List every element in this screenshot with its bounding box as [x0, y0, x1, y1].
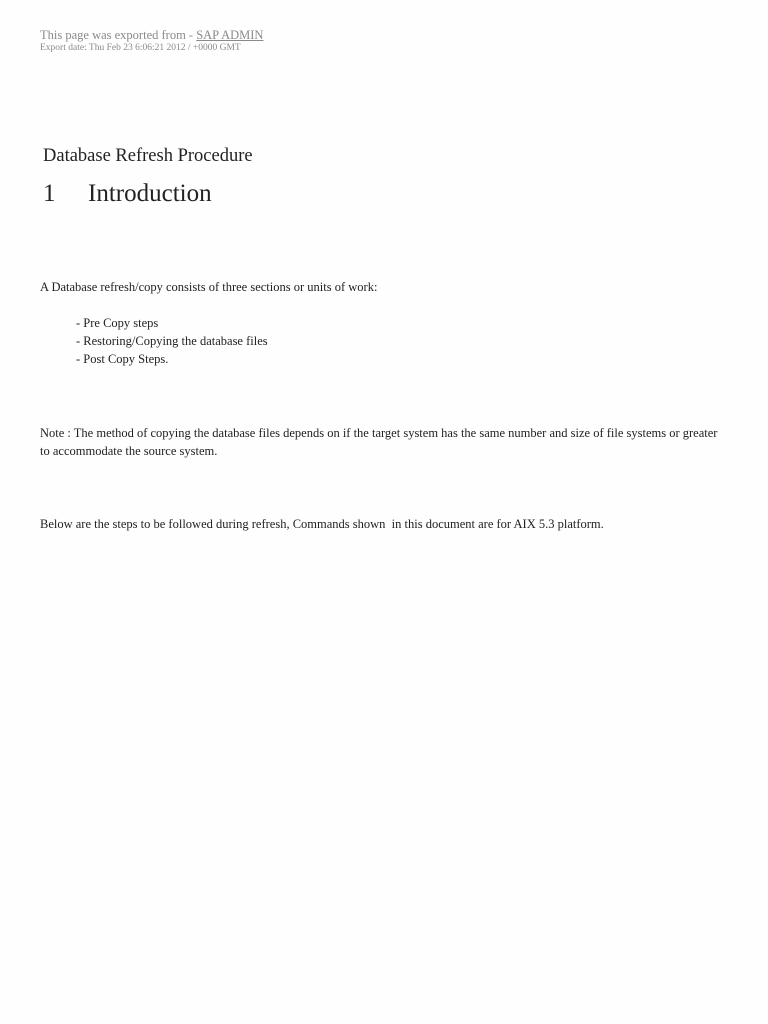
list-item: - Post Copy Steps. [76, 352, 169, 366]
section-heading [43, 180, 212, 208]
note-paragraph: Note : The method of copying the database files depends on if the target system has the same number and size of file systems or greater to accommodate the source system. [40, 426, 718, 458]
export-date: Export date: Thu Feb 23 6:06:21 2012 / +0000 GMT [40, 43, 241, 53]
export-header [40, 28, 263, 54]
steps-list [76, 314, 268, 368]
document-title: Database Refresh Procedure [43, 146, 253, 166]
export-source-prefix: This page was exported from - [40, 28, 197, 42]
intro-paragraph: A Database refresh/copy consists of three sections or units of work: [40, 280, 378, 294]
export-source-line [40, 28, 263, 43]
section-title: Introduction [88, 180, 212, 207]
sap-admin-link[interactable]: SAP ADMIN [196, 28, 264, 42]
list-item: - Restoring/Copying the database files [76, 334, 268, 348]
section-number: 1 [43, 180, 56, 207]
list-item: - Pre Copy steps [76, 316, 159, 330]
platform-paragraph: Below are the steps to be followed during refresh, Commands shown in this document are for AIX 5.3 platform. [40, 517, 604, 531]
